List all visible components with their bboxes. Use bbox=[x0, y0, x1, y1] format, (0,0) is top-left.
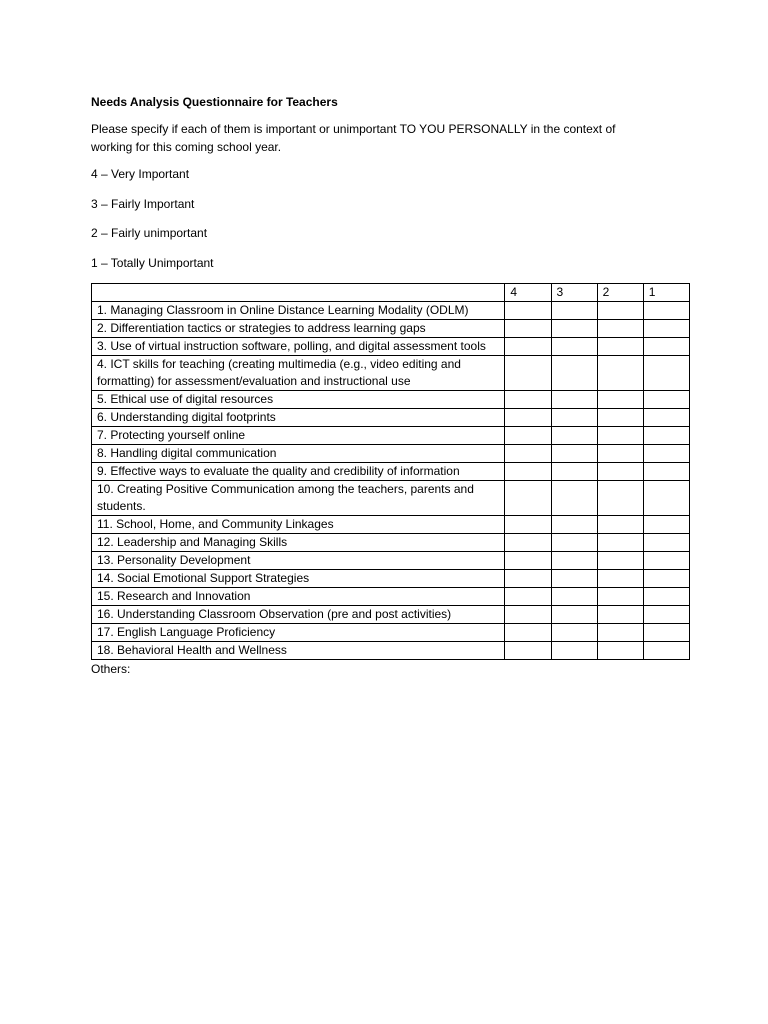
table-row bbox=[92, 409, 690, 427]
table-row bbox=[92, 606, 690, 624]
rating-cell-3[interactable] bbox=[551, 427, 597, 445]
rating-cell-3[interactable] bbox=[551, 302, 597, 320]
rating-cell-2[interactable] bbox=[597, 552, 643, 570]
header-rating-1: 1 bbox=[643, 284, 689, 302]
table-row bbox=[92, 534, 690, 552]
rating-cell-3[interactable] bbox=[551, 642, 597, 660]
table-row bbox=[92, 624, 690, 642]
header-rating-4: 4 bbox=[505, 284, 551, 302]
table-row bbox=[92, 481, 690, 516]
rating-cell-4[interactable] bbox=[505, 642, 551, 660]
rating-cell-3[interactable] bbox=[551, 356, 597, 391]
rating-cell-1[interactable] bbox=[643, 534, 689, 552]
rating-cell-1[interactable] bbox=[643, 606, 689, 624]
rating-cell-1[interactable] bbox=[643, 642, 689, 660]
rating-cell-1[interactable] bbox=[643, 356, 689, 391]
rating-cell-4[interactable] bbox=[505, 606, 551, 624]
rating-cell-4[interactable] bbox=[505, 302, 551, 320]
rating-cell-3[interactable] bbox=[551, 606, 597, 624]
table-row bbox=[92, 320, 690, 338]
rating-cell-2[interactable] bbox=[597, 356, 643, 391]
rating-cell-4[interactable] bbox=[505, 534, 551, 552]
rating-cell-2[interactable] bbox=[597, 320, 643, 338]
item-label: 11. School, Home, and Community Linkages bbox=[92, 516, 505, 534]
item-label: 9. Effective ways to evaluate the quality and credibility of information bbox=[92, 463, 505, 481]
rating-cell-1[interactable] bbox=[643, 302, 689, 320]
rating-cell-3[interactable] bbox=[551, 624, 597, 642]
rating-cell-3[interactable] bbox=[551, 588, 597, 606]
rating-cell-3[interactable] bbox=[551, 534, 597, 552]
table-row bbox=[92, 338, 690, 356]
item-label: 4. ICT skills for teaching (creating multimedia (e.g., video editing and formatting) for assessment/evaluation and instructional use bbox=[92, 356, 505, 391]
ratings-table bbox=[91, 283, 690, 660]
rating-cell-3[interactable] bbox=[551, 516, 597, 534]
rating-cell-3[interactable] bbox=[551, 570, 597, 588]
item-label: 16. Understanding Classroom Observation (pre and post activities) bbox=[92, 606, 505, 624]
rating-cell-4[interactable] bbox=[505, 338, 551, 356]
item-label: 15. Research and Innovation bbox=[92, 588, 505, 606]
header-item bbox=[92, 284, 505, 302]
rating-cell-2[interactable] bbox=[597, 516, 643, 534]
scale-item-4: 4 – Very Important bbox=[91, 167, 190, 181]
table-row bbox=[92, 552, 690, 570]
item-label: 12. Leadership and Managing Skills bbox=[92, 534, 505, 552]
rating-cell-1[interactable] bbox=[643, 409, 689, 427]
table-row bbox=[92, 391, 690, 409]
rating-cell-1[interactable] bbox=[643, 588, 689, 606]
rating-cell-4[interactable] bbox=[505, 481, 551, 516]
rating-cell-4[interactable] bbox=[505, 356, 551, 391]
rating-cell-2[interactable] bbox=[597, 463, 643, 481]
rating-cell-1[interactable] bbox=[643, 516, 689, 534]
rating-cell-1[interactable] bbox=[643, 624, 689, 642]
rating-cell-1[interactable] bbox=[643, 445, 689, 463]
table-row bbox=[92, 642, 690, 660]
item-label: 10. Creating Positive Communication among the teachers, parents and students. bbox=[92, 481, 505, 516]
rating-cell-2[interactable] bbox=[597, 624, 643, 642]
item-label: 2. Differentiation tactics or strategies to address learning gaps bbox=[92, 320, 505, 338]
document-title: Needs Analysis Questionnaire for Teachers bbox=[91, 95, 338, 109]
item-label: 7. Protecting yourself online bbox=[92, 427, 505, 445]
header-rating-2: 2 bbox=[597, 284, 643, 302]
rating-cell-3[interactable] bbox=[551, 409, 597, 427]
ratings-body bbox=[92, 302, 690, 660]
rating-cell-3[interactable] bbox=[551, 481, 597, 516]
rating-cell-1[interactable] bbox=[643, 463, 689, 481]
rating-cell-4[interactable] bbox=[505, 570, 551, 588]
rating-cell-3[interactable] bbox=[551, 391, 597, 409]
rating-cell-2[interactable] bbox=[597, 409, 643, 427]
rating-cell-1[interactable] bbox=[643, 427, 689, 445]
rating-cell-1[interactable] bbox=[643, 552, 689, 570]
rating-cell-3[interactable] bbox=[551, 445, 597, 463]
rating-cell-4[interactable] bbox=[505, 391, 551, 409]
rating-cell-1[interactable] bbox=[643, 320, 689, 338]
item-label: 17. English Language Proficiency bbox=[92, 624, 505, 642]
table-row bbox=[92, 445, 690, 463]
rating-cell-2[interactable] bbox=[597, 570, 643, 588]
rating-cell-1[interactable] bbox=[643, 391, 689, 409]
table-row bbox=[92, 516, 690, 534]
rating-cell-4[interactable] bbox=[505, 516, 551, 534]
table-row bbox=[92, 570, 690, 588]
rating-cell-2[interactable] bbox=[597, 445, 643, 463]
rating-cell-4[interactable] bbox=[505, 624, 551, 642]
rating-cell-4[interactable] bbox=[505, 320, 551, 338]
item-label: 18. Behavioral Health and Wellness bbox=[92, 642, 505, 660]
rating-cell-3[interactable] bbox=[551, 338, 597, 356]
table-header-row bbox=[92, 284, 690, 302]
item-label: 3. Use of virtual instruction software, polling, and digital assessment tools bbox=[92, 338, 505, 356]
rating-cell-2[interactable] bbox=[597, 338, 643, 356]
rating-cell-4[interactable] bbox=[505, 409, 551, 427]
table-row bbox=[92, 463, 690, 481]
rating-cell-2[interactable] bbox=[597, 302, 643, 320]
scale-item-1: 1 – Totally Unimportant bbox=[91, 255, 214, 270]
table-row bbox=[92, 588, 690, 606]
others-label: Others: bbox=[91, 662, 131, 676]
rating-cell-1[interactable] bbox=[643, 481, 689, 516]
scale-item-3: 3 – Fairly Important bbox=[91, 196, 195, 211]
item-label: 14. Social Emotional Support Strategies bbox=[92, 570, 505, 588]
table-row bbox=[92, 427, 690, 445]
rating-cell-2[interactable] bbox=[597, 391, 643, 409]
scale-item-2: 2 – Fairly unimportant bbox=[91, 226, 208, 240]
rating-cell-4[interactable] bbox=[505, 427, 551, 445]
item-label: 6. Understanding digital footprints bbox=[92, 409, 505, 427]
item-label: 1. Managing Classroom in Online Distance Learning Modality (ODLM) bbox=[92, 302, 505, 320]
table-row bbox=[92, 302, 690, 320]
rating-cell-1[interactable] bbox=[643, 338, 689, 356]
rating-cell-1[interactable] bbox=[643, 570, 689, 588]
rating-cell-4[interactable] bbox=[505, 463, 551, 481]
instructions-text: Please specify if each of them is important or unimportant TO YOU PERSONALLY in the context of working for this coming school year. bbox=[91, 122, 616, 154]
table-row bbox=[92, 356, 690, 391]
item-label: 5. Ethical use of digital resources bbox=[92, 391, 505, 409]
questionnaire-page bbox=[91, 93, 691, 678]
rating-cell-4[interactable] bbox=[505, 588, 551, 606]
rating-cell-3[interactable] bbox=[551, 552, 597, 570]
item-label: 13. Personality Development bbox=[92, 552, 505, 570]
rating-cell-2[interactable] bbox=[597, 534, 643, 552]
rating-cell-2[interactable] bbox=[597, 427, 643, 445]
rating-cell-2[interactable] bbox=[597, 642, 643, 660]
rating-cell-3[interactable] bbox=[551, 320, 597, 338]
rating-cell-2[interactable] bbox=[597, 606, 643, 624]
rating-cell-2[interactable] bbox=[597, 481, 643, 516]
header-rating-3: 3 bbox=[551, 284, 597, 302]
rating-cell-4[interactable] bbox=[505, 445, 551, 463]
rating-cell-2[interactable] bbox=[597, 588, 643, 606]
item-label: 8. Handling digital communication bbox=[92, 445, 505, 463]
rating-cell-4[interactable] bbox=[505, 552, 551, 570]
rating-cell-3[interactable] bbox=[551, 463, 597, 481]
